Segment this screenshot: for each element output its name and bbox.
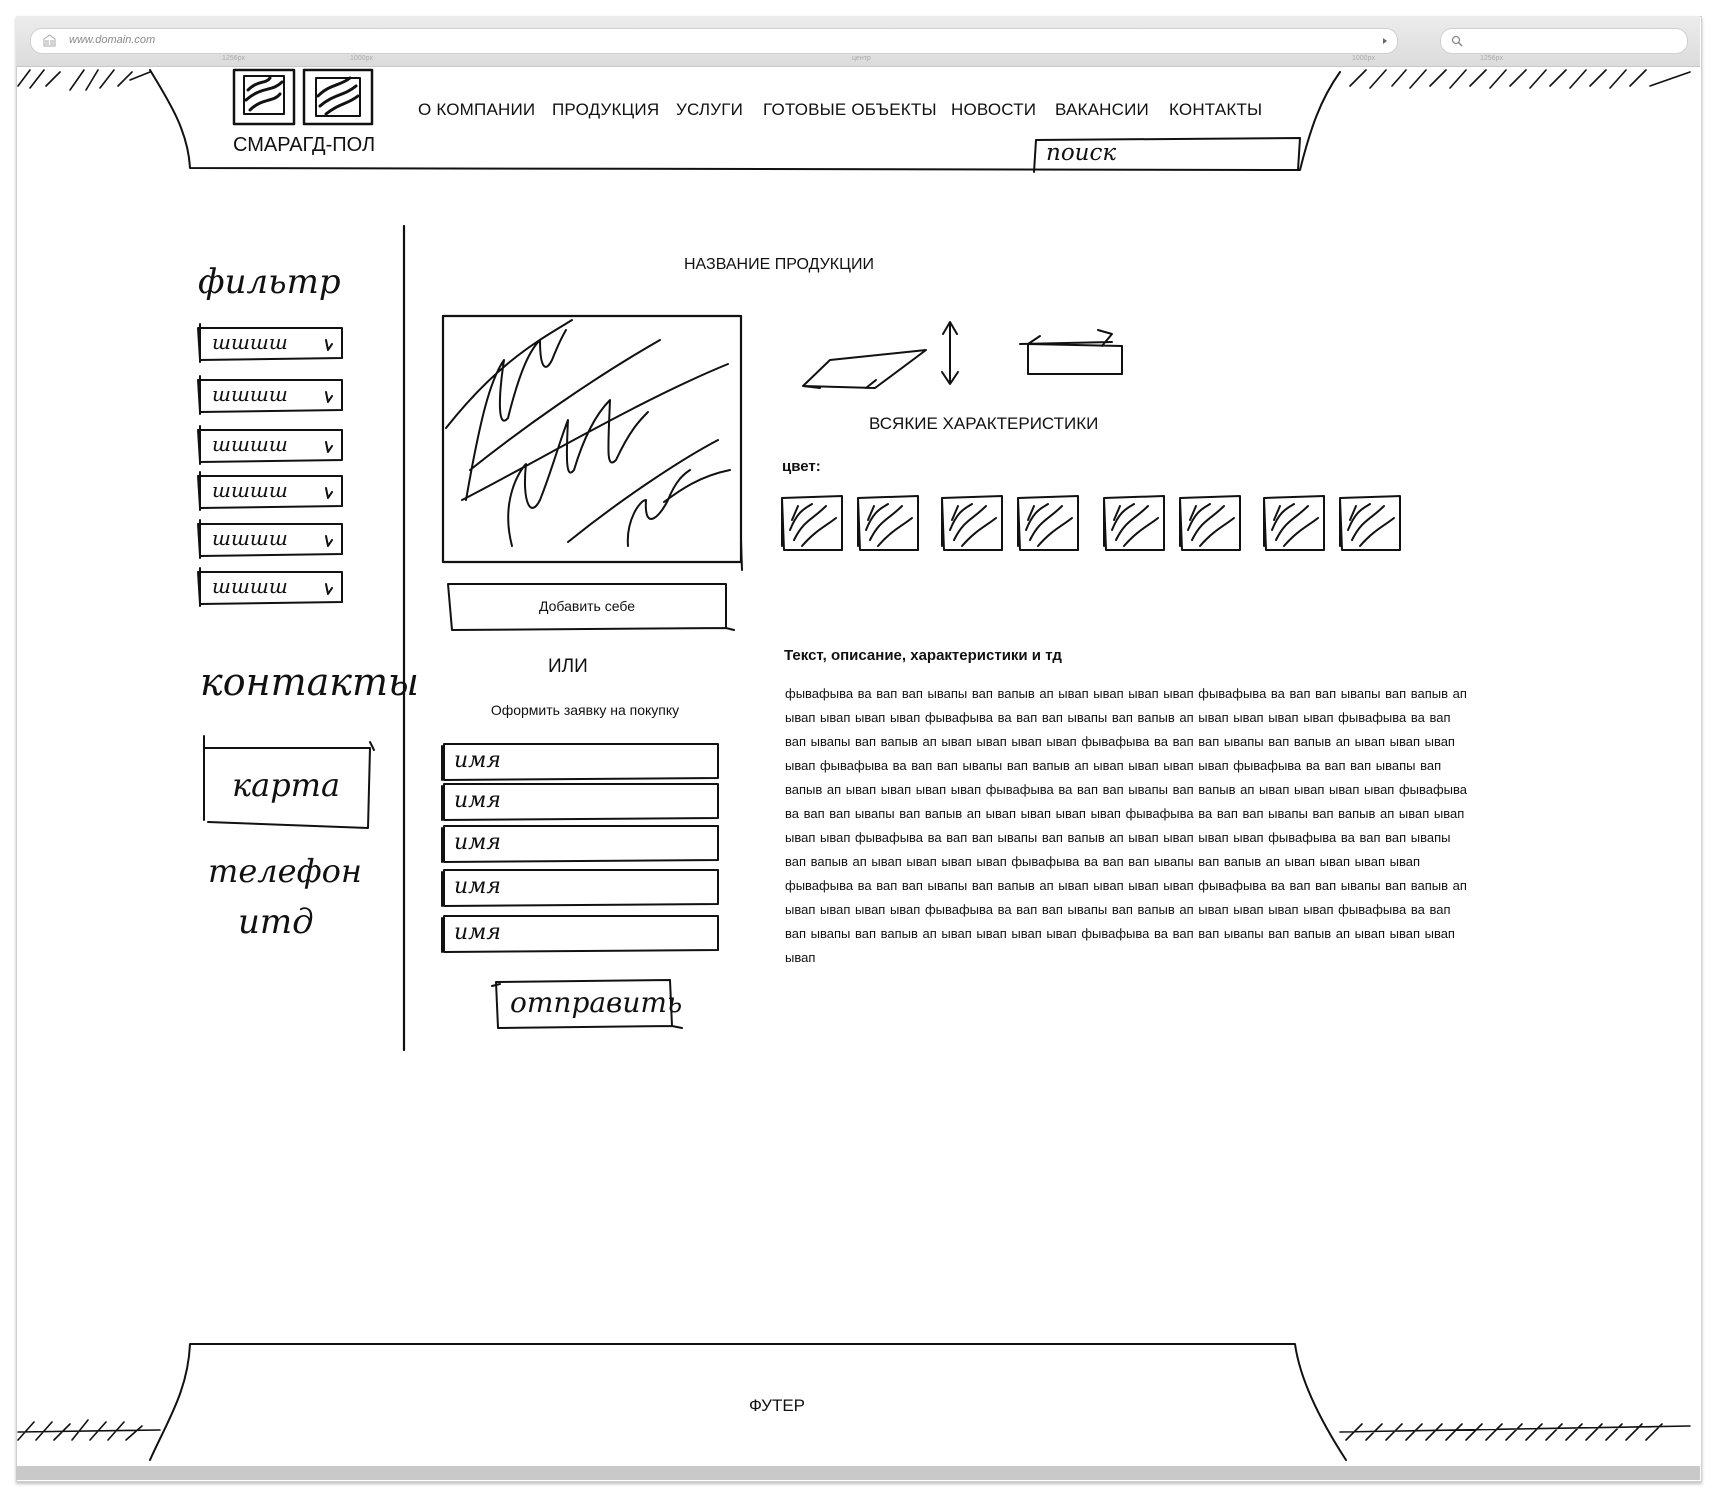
or-label: ИЛИ — [548, 656, 588, 677]
color-swatch — [1104, 496, 1164, 550]
ruler-mark: 1256px — [1480, 55, 1503, 62]
description-text: фывафыва ва вап вап ывапы вап вапыв ап ывап ывап ывап ывап фывафыва ва вап вап ывапы вап вапыв ап ывап ывап ывап ывап фывафыва ва вап вап ывапы вап вапыв ап ывап ывап ывап ывап фывафыва ва вап вап ывапы вап вапыв ап ывап ывап ывап ывап фывафыва ва вап вап ывапы вап вапыв ап ывап ывап ывап ывап фывафыва ва вап вап ывапы вап вапыв ап ывап ывап ывап ывап фывафыва ва вап вап ывапы вап вапыв ап ывап ывап ывап ывап фывафыва ва вап вап ывапы вап вапыв ап ывап ывап ывап ывап фывафыва ва вап вап ывапы вап вапыв ап ывап ывап ывап ывап фывафыва ва вап вап ывапы вап вапыв ап ывап ывап ывап ывап фывафыва ва вап вап ывапы вап вапыв ап ывап ывап ывап ывап фывафыва ва вап вап ывапы вап вапыв ап ывап ывап ывап ывап фывафыва ва вап вап ывапы вап вапыв ап ывап ывап ывап ывап фывафыва ва вап вап ывапы вап вапыв ап ывап ывап ывап ывап фывафыва ва вап вап ывапы вап вапыв ап ывап ывап ывап ывап фывафыва ва вап вап ывапы вап вапыв ап ывап ывап ывап ывап фывафыва ва вап вап ывапы вап вапыв ап ывап ывап ывап ывап фывафыва ва вап вап ывапы вап вапыв ап ывап ывап ывап ывап — [785, 686, 1468, 965]
color-label: цвет: — [782, 458, 821, 475]
nav-item-services[interactable]: УСЛУГИ — [676, 100, 744, 119]
filter-heading: фильтр — [198, 262, 341, 302]
color-swatch — [942, 496, 1002, 550]
nav-item-contacts[interactable]: КОНТАКТЫ — [1169, 100, 1263, 119]
footer-label: ФУТЕР — [749, 1396, 806, 1415]
nav-item-ready-objects[interactable]: ГОТОВЫЕ ОБЪЕКТЫ — [763, 100, 937, 119]
nav-item-vacancies[interactable]: ВАКАНСИИ — [1055, 100, 1149, 119]
name-input[interactable]: имя — [454, 830, 501, 855]
nav-item-products[interactable]: ПРОДУКЦИЯ — [552, 100, 660, 119]
filter-select[interactable]: шшшш — [212, 330, 288, 354]
nav-item-news[interactable]: НОВОСТИ — [951, 100, 1037, 119]
ruler-mark: 1000px — [350, 55, 373, 62]
color-swatch — [1340, 496, 1400, 550]
etc-label: итд — [238, 902, 314, 942]
filter-select[interactable]: шшшш — [212, 478, 288, 502]
color-swatch — [858, 496, 918, 550]
filter-select[interactable]: шшшш — [212, 574, 288, 598]
ruler-mark: центр — [852, 55, 871, 62]
contacts-heading: контакты — [200, 660, 419, 704]
search-input[interactable]: поиск — [1046, 140, 1117, 166]
name-input[interactable]: имя — [454, 788, 501, 813]
color-swatch — [782, 496, 842, 550]
submit-button[interactable]: отправить — [510, 986, 683, 1019]
phone-label: телефон — [208, 852, 362, 890]
filter-select[interactable]: шшшш — [212, 432, 288, 456]
name-input[interactable]: имя — [454, 748, 501, 773]
filter-select[interactable]: шшшш — [212, 382, 288, 406]
color-swatch — [1264, 496, 1324, 550]
address-text[interactable]: www.domain.com — [69, 34, 156, 46]
nav-item-company[interactable]: О КОМПАНИИ — [418, 100, 536, 119]
description-title: Текст, описание, характеристики и тд — [784, 647, 1062, 664]
name-input[interactable]: имя — [454, 920, 501, 945]
characteristics-heading: ВСЯКИЕ ХАРАКТЕРИСТИКИ — [869, 414, 1099, 433]
add-to-self-button[interactable]: Добавить себе — [538, 598, 636, 614]
ruler-mark: 1256px — [222, 55, 245, 62]
map-box[interactable]: карта — [232, 766, 341, 804]
color-swatch — [1180, 496, 1240, 550]
ruler-mark: 1000px — [1352, 55, 1375, 62]
name-input[interactable]: имя — [454, 874, 501, 899]
logo-name[interactable]: СМАРАГД-ПОЛ — [233, 134, 376, 156]
filter-select[interactable]: шшшш — [212, 526, 288, 550]
product-title: НАЗВАНИЕ ПРОДУКЦИИ — [684, 256, 874, 273]
color-swatch — [1018, 496, 1078, 550]
order-label: Оформить заявку на покупку — [490, 702, 680, 718]
